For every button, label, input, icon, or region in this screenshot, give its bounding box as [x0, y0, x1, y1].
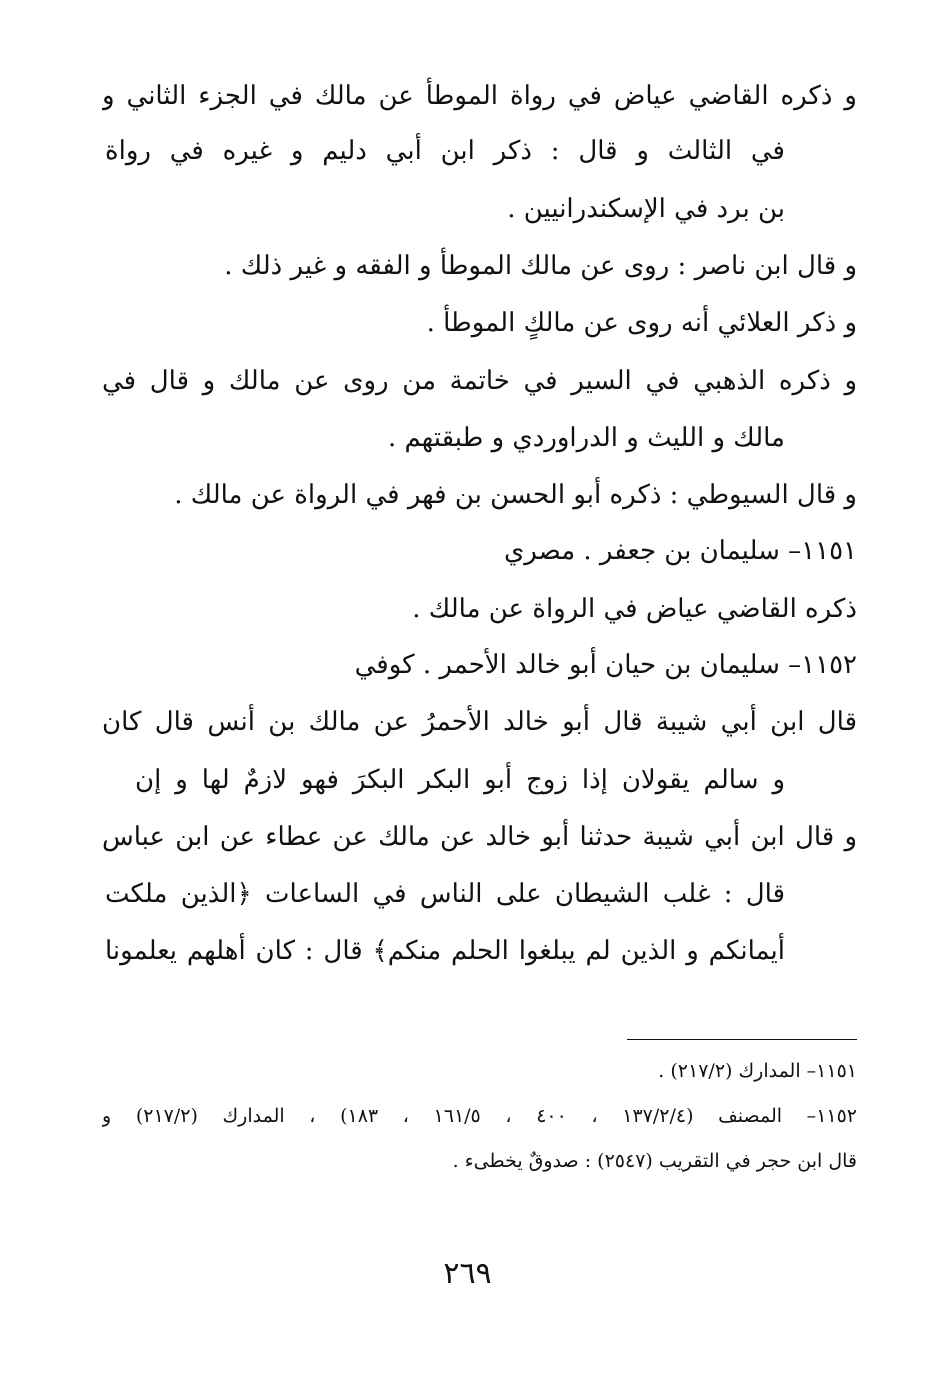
text-line: و سالم يقولان إذا زوج أبو البكر البكرَ فهو لازمٌ لها و إن — [135, 765, 785, 795]
text-line: و ذكره الذهبي في السير في خاتمة من روى عن مالك و قال في — [102, 366, 857, 396]
text-line: و قال ابن أبي شيبة حدثنا أبو خالد عن مالك عن عطاء عن ابن عباس — [102, 822, 857, 852]
text-line: و ذكر العلائي أنه روى عن مالكٍ الموطأ . — [426, 308, 857, 338]
text-line: مالك و الليث و الدراوردي و طبقتهم . — [387, 423, 785, 453]
footnote-line: قال ابن حجر في التقريب (٢٥٤٧) : صدوقٌ يخطىء . — [452, 1150, 857, 1172]
text-line: بن برد في الإسكندرانيين . — [507, 194, 785, 224]
entry-heading-1152: ١١٥٢– سليمان بن حيان أبو خالد الأحمر . كوفي — [354, 650, 857, 680]
footnote-separator — [627, 1039, 857, 1040]
footnote-line: ١١٥١– المدارك (٢١٧/٢) . — [658, 1060, 857, 1082]
page-number: ٢٦٩ — [443, 1256, 492, 1291]
text-line: أيمانكم و الذين لم يبلغوا الحلم منكم﴾ قال : كان أهلهم يعلمونا — [105, 936, 785, 966]
text-line: و ذكره القاضي عياض في رواة الموطأ عن مالك في الجزء الثاني و — [102, 81, 857, 111]
text-line: في الثالث و قال : ذكر ابن أبي دليم و غيره في رواة — [105, 136, 785, 166]
footnote-line: ١١٥٢– المصنف (١٣٧/٢/٤ ، ٤٠٠ ، ١٦١/٥ ، ١٨٣) ، المدارك (٢١٧/٢) و — [102, 1105, 857, 1127]
text-line: ذكره القاضي عياض في الرواة عن مالك . — [412, 594, 857, 624]
entry-heading-1151: ١١٥١– سليمان بن جعفر . مصري — [503, 536, 857, 566]
text-line: و قال السيوطي : ذكره أبو الحسن بن فهر في الرواة عن مالك . — [174, 480, 857, 510]
text-line: و قال ابن ناصر : روى عن مالك الموطأ و الفقه و غير ذلك . — [224, 251, 857, 281]
text-line: قال : غلب الشيطان على الناس في الساعات ﴿الذين ملكت — [105, 879, 785, 909]
text-line: قال ابن أبي شيبة قال أبو خالد الأحمرُ عن مالك بن أنس قال كان — [102, 707, 857, 737]
